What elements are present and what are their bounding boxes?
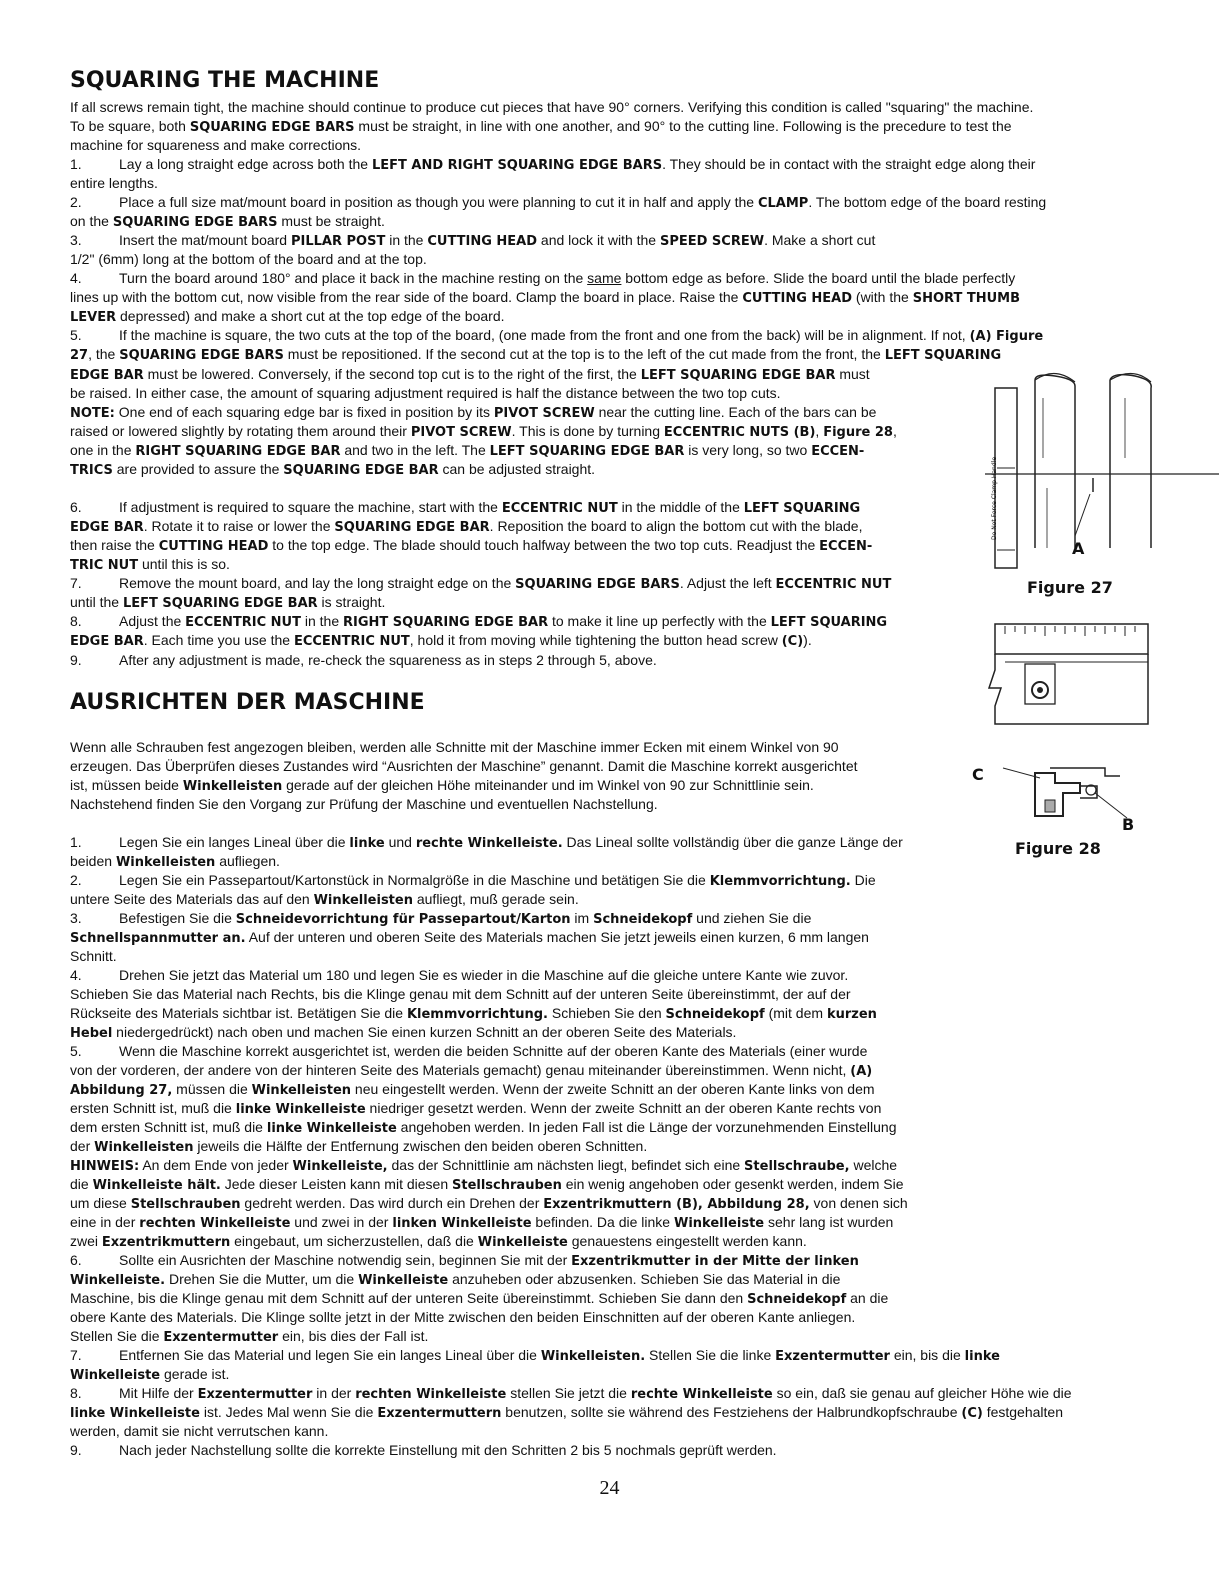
step-2: 2. Place a full size mat/mount board in position as though you were planning to cut it in half and apply the CLAMP. The bottom edge of the board resting: [70, 194, 1047, 211]
note-line: one in the RIGHT SQUARING EDGE BAR and two in the left. The LEFT SQUARING EDGE BAR is very long, so two ECCEN-: [70, 442, 865, 459]
para-line: If all screws remain tight, the machine should continue to produce cut pieces that have 90° corners. Verifying this condition is called "squaring" the machine.: [70, 99, 1034, 115]
hinweis-line: die Winkelleiste hält. Jede dieser Leisten kann mit diesen Stellschrauben ein wenig angehoben oder gesenkt werden, indem Sie: [70, 1176, 904, 1193]
page-number: 24: [599, 1477, 620, 1499]
step-line: Maschine, bis die Klinge genau mit dem Schnitt auf der unteren Seite übereinstimmt. Schieben Sie dann den Schneidekopf an die: [70, 1290, 889, 1307]
section-title-de: AUSRICHTEN DER MASCHINE: [70, 690, 425, 715]
step-line: EDGE BAR. Each time you use the ECCENTRIC NUT, hold it from moving while tightening the button head screw (C)).: [70, 632, 812, 649]
schritt-7: 7. Entfernen Sie das Material und legen Sie ein langes Lineal über die Winkelleisten. Stellen Sie die linke Exzentermutter ein, bis die linke: [70, 1347, 1000, 1364]
figure-28-drawing: [985, 618, 1219, 833]
note-line: raised or lowered slightly by rotating them around their PIVOT SCREW. This is done by turning ECCENTRIC NUTS (B), Figure 28,: [70, 423, 897, 440]
schritt-5: 5. Wenn die Maschine korrekt ausgerichtet ist, werden die beiden Schnitte auf der oberen Kante des Materials (einer wurde: [70, 1043, 868, 1059]
step-line: von der vorderen, der andere von der hinteren Seite des Materials gemacht) genau miteinander übereinstimmen. Wenn nicht, (A): [70, 1062, 873, 1079]
step-line: linke Winkelleiste ist. Jedes Mal wenn Sie die Exzentermuttern benutzen, sollte sie während des Festziehens der Halbrundkopfschraube (C) festgehalten: [70, 1404, 1063, 1421]
para-line: To be square, both SQUARING EDGE BARS must be straight, in line with one another, and 90° to the cutting line. Following is the precedure to test the: [70, 118, 1012, 135]
para-line: machine for squareness and make corrections.: [70, 137, 362, 153]
step-4: 4. Turn the board around 180° and place it back in the machine resting on the same bottom edge as before. Slide the board until the blade perfectly: [70, 270, 1016, 286]
step-line: ersten Schnitt ist, muß die linke Winkelleiste niedriger gesetzt werden. Wenn der zweite Schnitt an der oberen Kante rechts von: [70, 1100, 882, 1117]
hinweis-line: eine in der rechten Winkelleiste und zwei in der linken Winkelleiste befinden. Da die linke Winkelleiste sehr lang ist wurden: [70, 1214, 894, 1231]
step-line: Schnitt.: [70, 948, 117, 964]
step-line: then raise the CUTTING HEAD to the top edge. The blade should touch halfway between the two top cuts. Readjust the ECCEN-: [70, 537, 873, 554]
section-title-en: SQUARING THE MACHINE: [70, 68, 380, 93]
step-line: Abbildung 27, müssen die Winkelleisten neu eingestellt werden. Wenn der zweite Schnitt an der oberen Kante links von dem: [70, 1081, 875, 1098]
schritt-2: 2. Legen Sie ein Passepartout/Kartonstück in Normalgröße in die Maschine und betätigen Sie die Klemmvorrichtung. Die: [70, 872, 876, 889]
step-line: beiden Winkelleisten aufliegen.: [70, 853, 280, 870]
step-line: until the LEFT SQUARING EDGE BAR is straight.: [70, 594, 386, 611]
step-line: 1/2" (6mm) long at the bottom of the board and at the top.: [70, 251, 427, 267]
figure-28-label-b: B: [1122, 815, 1135, 834]
schritt-3: 3. Befestigen Sie die Schneidevorrichtung für Passepartout/Karton im Schneidekopf und ziehen Sie die: [70, 910, 812, 927]
step-line: Schieben Sie das Material nach Rechts, bis die Klinge genau mit dem Schnitt auf der unteren Seite übereinstimmt, der auf der: [70, 986, 851, 1002]
figure-28-caption: Figure 28: [1015, 839, 1101, 858]
step-line: Winkelleiste. Drehen Sie die Mutter, um die Winkelleiste anzuheben oder abzusenken. Schieben Sie das Material in die: [70, 1271, 841, 1288]
step-7: 7. Remove the mount board, and lay the long straight edge on the SQUARING EDGE BARS. Adjust the left ECCENTRIC NUT: [70, 575, 892, 592]
para-line: erzeugen. Das Überprüfen dieses Zustandes wird “Ausrichten der Maschine” genannt. Damit die Maschine korrekt ausgerichtet: [70, 758, 858, 774]
step-5: 5. If the machine is square, the two cuts at the top of the board, (one made from the front and one from the back) will be in alignment. If not, (A) Figure: [70, 327, 1044, 344]
step-line: der Winkelleisten jeweils die Hälfte der Entfernung zwischen den beiden oberen Schnitten.: [70, 1138, 648, 1155]
schritt-6: 6. Sollte ein Ausrichten der Maschine notwendig sein, beginnen Sie mit der Exzentrikmutter in der Mitte der linken: [70, 1252, 859, 1269]
step-line: 27, the SQUARING EDGE BARS must be repositioned. If the second cut at the top is to the left of the cut made from the front, the LEFT SQUARING: [70, 346, 1002, 363]
figure-28-label-c: C: [972, 765, 984, 784]
hinweis-line: HINWEIS: An dem Ende von jeder Winkelleiste, das der Schnittlinie am nächsten liegt, befindet sich eine Stellschraube, welche: [70, 1157, 898, 1174]
step-9: 9. After any adjustment is made, re-check the squareness as in steps 2 through 5, above.: [70, 652, 657, 668]
figure-27-sticker: Do Not Force Clamp Handle: [991, 456, 998, 540]
schritt-8: 8. Mit Hilfe der Exzentermutter in der rechten Winkelleiste stellen Sie jetzt die rechte Winkelleiste so ein, daß sie genau auf gleicher Höhe wie die: [70, 1385, 1072, 1402]
step-line: entire lengths.: [70, 175, 158, 191]
figure-27-caption: Figure 27: [1027, 578, 1113, 597]
step-line: on the SQUARING EDGE BARS must be straight.: [70, 213, 385, 230]
step-line: EDGE BAR. Rotate it to raise or lower the SQUARING EDGE BAR. Reposition the board to align the bottom cut with the blade,: [70, 518, 863, 535]
para-line: Wenn alle Schrauben fest angezogen bleiben, werden alle Schnitte mit der Maschine immer Ecken mit einem Winkel von 90: [70, 739, 839, 755]
schritt-4: 4. Drehen Sie jetzt das Material um 180 und legen Sie es wieder in die Maschine auf die gleiche untere Kante wie zuvor.: [70, 967, 849, 983]
step-line: werden, damit sie nicht verrutschen kann.: [70, 1423, 329, 1439]
step-3: 3. Insert the mat/mount board PILLAR POST in the CUTTING HEAD and lock it with the SPEED SCREW. Make a short cut: [70, 232, 876, 249]
step-line: Hebel niedergedrückt) nach oben und machen Sie einen kurzen Schnitt an der oberen Seite des Materials.: [70, 1024, 737, 1041]
note-line: NOTE: One end of each squaring edge bar is fixed in position by its PIVOT SCREW near the cutting line. Each of the bars can be: [70, 404, 877, 421]
step-line: lines up with the bottom cut, now visible from the rear side of the board. Clamp the board in place. Raise the CUTTING HEAD (with the SHORT THUMB: [70, 289, 1020, 306]
step-8: 8. Adjust the ECCENTRIC NUT in the RIGHT SQUARING EDGE BAR to make it line up perfectly with the LEFT SQUARING: [70, 613, 888, 630]
step-line: dem ersten Schnitt ist, muß die linke Winkelleiste angehoben werden. In jeden Fall ist die Länge der vorzunehmenden Einstellung: [70, 1119, 897, 1136]
figure-27-drawing: [985, 368, 1219, 576]
figure-27-label-a: A: [1072, 539, 1085, 558]
step-line: Rückseite des Materials sichtbar ist. Betätigen Sie die Klemmvorrichtung. Schieben Sie den Schneidekopf (mit dem kurzen: [70, 1005, 877, 1022]
step-line: obere Kante des Materials. Die Klinge sollte jetzt in der Mitte zwischen den beiden Einschnitten auf der oberen Kante anliegen.: [70, 1309, 856, 1325]
para-line: ist, müssen beide Winkelleisten gerade auf der gleichen Höhe miteinander und im Winkel von 90 zur Schnittlinie sein.: [70, 777, 814, 794]
note-line: TRICS are provided to assure the SQUARING EDGE BAR can be adjusted straight.: [70, 461, 596, 478]
step-line: Schnellspannmutter an. Auf der unteren und oberen Seite des Materials machen Sie jetzt jeweils einen kurzen, 6 mm langen: [70, 929, 869, 946]
step-6: 6. If adjustment is required to square the machine, start with the ECCENTRIC NUT in the middle of the LEFT SQUARING: [70, 499, 861, 516]
step-line: untere Seite des Materials das auf den Winkelleisten aufliegt, muß gerade sein.: [70, 891, 579, 908]
para-line: Nachstehend finden Sie den Vorgang zur Prüfung der Maschine und eventuellen Nachstellung.: [70, 796, 658, 812]
step-1: 1. Lay a long straight edge across both the LEFT AND RIGHT SQUARING EDGE BARS. They should be in contact with the straight edge along their: [70, 156, 1036, 173]
step-line: EDGE BAR must be lowered. Conversely, if the second top cut is to the right of the first, the LEFT SQUARING EDGE BAR must: [70, 366, 870, 383]
step-line: TRIC NUT until this is so.: [70, 556, 230, 573]
schritt-1: 1. Legen Sie ein langes Lineal über die linke und rechte Winkelleiste. Das Lineal sollte vollständig über die ganze Länge der: [70, 834, 903, 851]
schritt-9: 9. Nach jeder Nachstellung sollte die korrekte Einstellung mit den Schritten 2 bis 5 nochmals geprüft werden.: [70, 1442, 777, 1458]
step-line: Winkelleiste gerade ist.: [70, 1366, 230, 1383]
step-line: LEVER depressed) and make a short cut at the top edge of the board.: [70, 308, 505, 325]
hinweis-line: zwei Exzentrikmuttern eingebaut, um sicherzustellen, daß die Winkelleiste genauestens eingestellt werden kann.: [70, 1233, 807, 1250]
step-line: Stellen Sie die Exzentermutter ein, bis dies der Fall ist.: [70, 1328, 429, 1345]
hinweis-line: um diese Stellschrauben gedreht werden. Das wird durch ein Drehen der Exzentrikmuttern (B), Abbildung 28, von denen sich: [70, 1195, 908, 1212]
step-line: be raised. In either case, the amount of squaring adjustment required is half the distance between the two top cuts.: [70, 385, 781, 401]
